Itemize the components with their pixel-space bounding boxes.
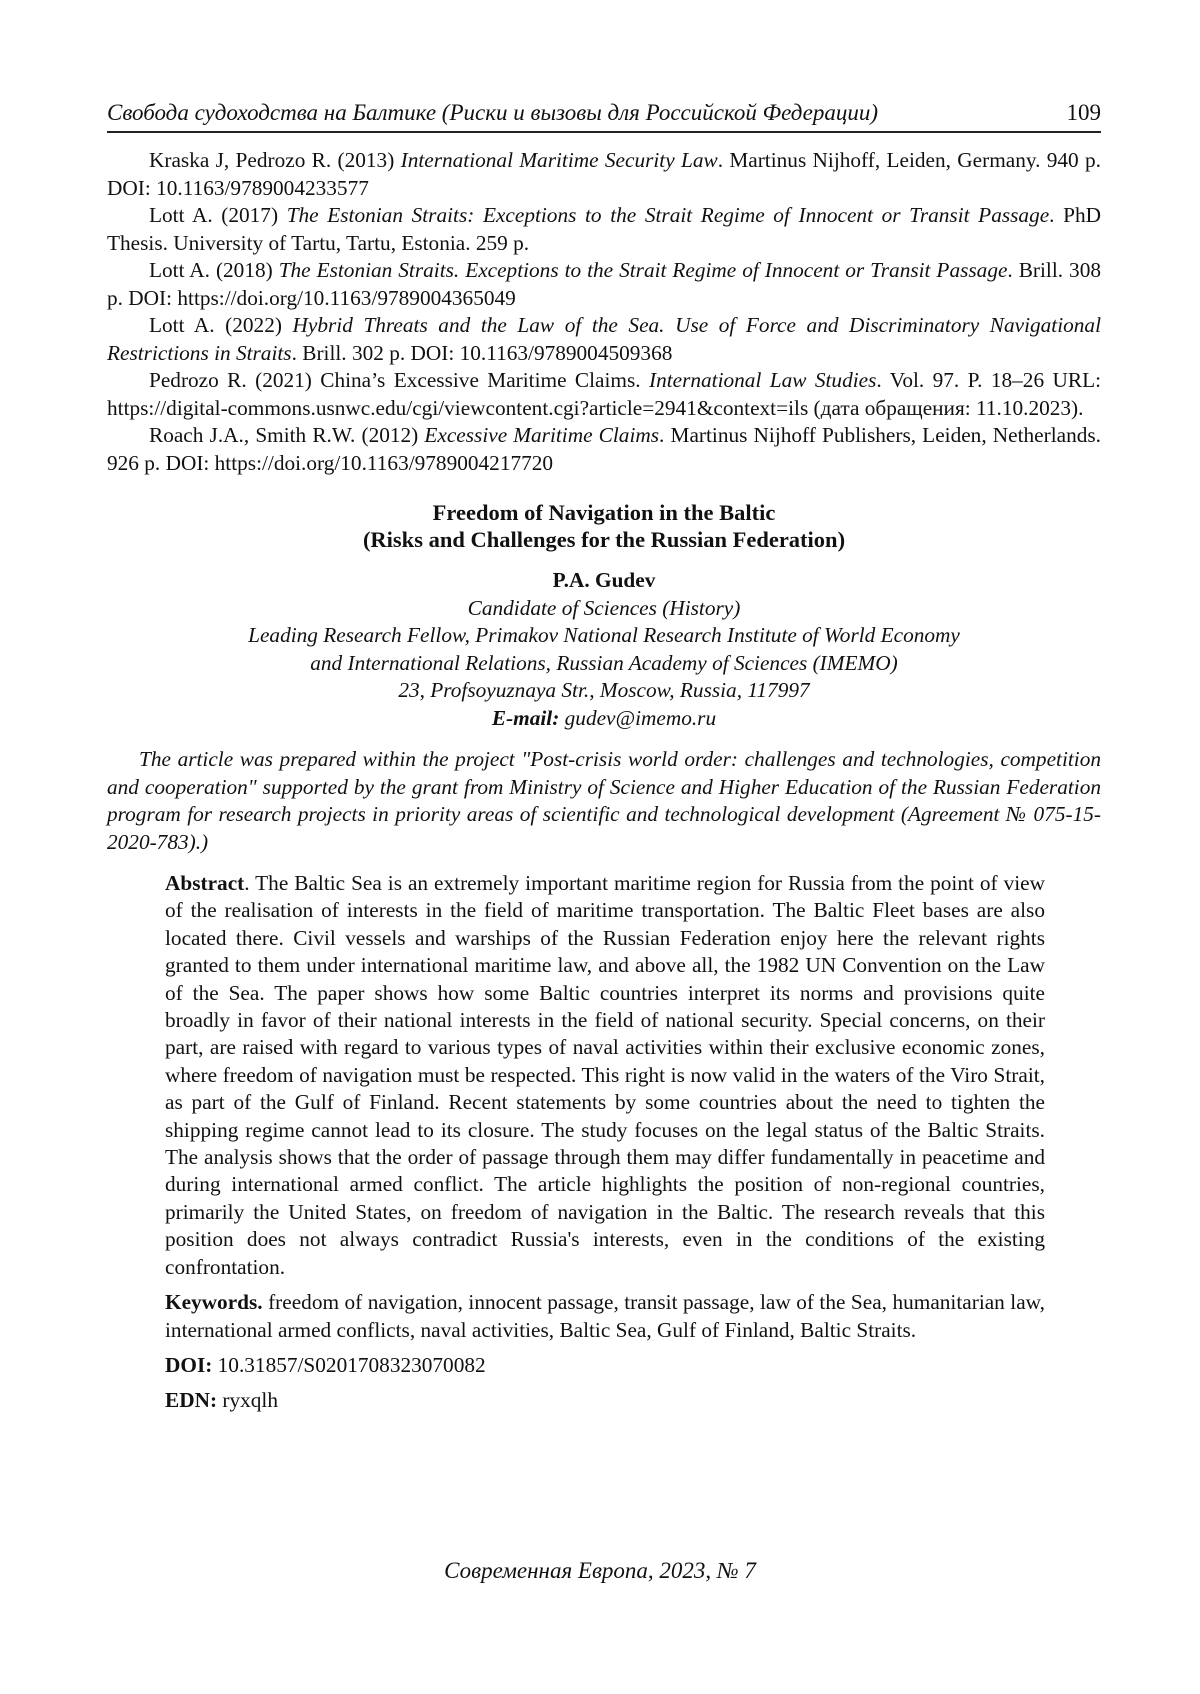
article-title-line1: Freedom of Navigation in the Baltic	[432, 500, 776, 525]
reference-details: . Brill. 308 p. DOI: https://doi.org/10.1163/9789004365049	[107, 258, 1101, 310]
reference-title: Hybrid Threats and the Law of the Sea. Use of Force and Discriminatory Navigational Restrictions in Straits	[107, 313, 1101, 365]
reference-details: . PhD Thesis. University of Tartu, Tartu, Estonia. 259 p.	[107, 203, 1101, 255]
author-degree: Candidate of Sciences (History)	[467, 595, 741, 620]
keywords-label: Keywords.	[165, 1290, 263, 1315]
reference-authors: Roach J.A., Smith R.W. (2012)	[149, 423, 425, 447]
reference-title: The Estonian Straits: Exceptions to the Strait Regime of Innocent or Transit Passage	[286, 203, 1050, 227]
reference-authors: Lott A. (2018)	[149, 258, 279, 282]
reference-title: The Estonian Straits. Exceptions to the Strait Regime of Innocent or Transit Passage	[278, 258, 1008, 282]
keywords-text: freedom of navigation, innocent passage, transit passage, law of the Sea, humanitarian law, international armed conflicts, naval activities, Baltic Sea, Gulf of Finland, Baltic Straits.	[165, 1290, 1045, 1342]
page	[107, 100, 1101, 1415]
author-address: 23, Profsoyuznaya Str., Moscow, Russia, 117997	[398, 678, 810, 702]
running-title: Свобода судоходства на Балтике (Риски и вызовы для Российской Федерации)	[107, 100, 879, 125]
reference-details: . Brill. 302 p. DOI: 10.1163/9789004509368	[291, 340, 673, 365]
reference-authors: Lott A. (2017)	[149, 203, 287, 227]
reference-item	[107, 202, 1101, 257]
author-position-line1: Leading Research Fellow, Primakov National Research Institute of World Economy	[248, 623, 960, 647]
doi-line	[165, 1352, 1045, 1379]
reference-item	[107, 367, 1101, 422]
doi-label: DOI:	[165, 1352, 213, 1377]
article-title-line2: (Risks and Challenges for the Russian Federation)	[362, 527, 846, 552]
email-label: E-mail:	[491, 705, 560, 730]
author-position-line2: and International Relations, Russian Academy of Sciences (IMEMO)	[310, 650, 898, 675]
reference-details: . Vol. 97. P. 18–26 URL: https://digital-commons.usnwc.edu/cgi/viewcontent.cgi?article=2941&context=ils (дата обращения: 11.10.2023).	[107, 368, 1101, 420]
funding-note: The article was prepared within the project "Post-crisis world order: challenges and technologies, competition and cooperation" supported by the grant from Ministry of Science and Higher Education of the Russian Federation program for research projects in priority areas of scientific and technological development (Agreement № 075-15-2020-783).)	[107, 747, 1101, 854]
reference-item	[107, 147, 1101, 202]
keywords-paragraph	[165, 1289, 1045, 1344]
reference-title: International Maritime Security Law	[400, 148, 718, 172]
reference-item	[107, 422, 1101, 477]
article-title	[107, 499, 1101, 553]
running-header	[107, 100, 1101, 133]
reference-item	[107, 257, 1101, 312]
reference-details: . Martinus Nijhoff Publishers, Leiden, Netherlands. 926 p. DOI: https://doi.org/10.1163/9789004217720	[107, 423, 1101, 475]
author-email-line	[107, 705, 1101, 733]
edn-value: ryxqlh	[217, 1388, 278, 1413]
abstract-text: . The Baltic Sea is an extremely important maritime region for Russia from the point of view of the realisation of interests in the field of maritime transportation. The Baltic Fleet bases are also located there. Civil vessels and warships of the Russian Federation enjoy here the relevant rights granted to them under international maritime law, and above all, the 1982 UN Convention on the Law of the Sea. The paper shows how some Baltic countries interpret its norms and provisions quite broadly in favor of their national interests in the field of national security. Special concerns, on their part, are raised with regard to various types of naval activities within their exclusive economic zones, where freedom of navigation must be respected. This right is now valid in the waters of the Viro Strait, as part of the Gulf of Finland. Recent statements by some countries about the need to tighten the shipping regime cannot lead to its closure. The study focuses on the legal status of the Baltic Straits. The analysis shows that the order of passage through them may differ fundamentally in peacetime and during international armed conflict. The article highlights the position of non-regional countries, primarily the United States, on freedom of navigation in the Baltic. The research reveals that this position does not always contradict Russia's interests, even in the conditions of the existing confrontation.	[165, 871, 1045, 1279]
reference-title: International Law Studies	[648, 368, 877, 392]
abstract-section	[165, 870, 1045, 1415]
reference-authors: Lott A. (2022)	[149, 313, 293, 337]
reference-details: . Martinus Nijhoff, Leiden, Germany. 940 p. DOI: 10.1163/9789004233577	[107, 148, 1101, 200]
author-name: P.A. Gudev	[552, 568, 656, 592]
abstract-label: Abstract	[165, 871, 245, 895]
author-block	[107, 567, 1101, 732]
edn-line	[165, 1387, 1045, 1414]
reference-item	[107, 312, 1101, 367]
reference-list	[107, 147, 1101, 477]
email-address[interactable]: gudev@imemo.ru	[564, 705, 717, 730]
abstract-paragraph	[165, 870, 1045, 1281]
page-number: 109	[1066, 100, 1101, 125]
reference-authors: Kraska J, Pedrozo R. (2013)	[149, 148, 401, 172]
reference-title: Excessive Maritime Claims	[424, 423, 660, 447]
journal-footer: Современная Европа, 2023, № 7	[444, 1558, 756, 1583]
doi-value[interactable]: 10.31857/S0201708323070082	[212, 1352, 486, 1377]
reference-authors: Pedrozo R. (2021) China’s Excessive Maritime Claims.	[149, 368, 649, 392]
edn-label: EDN:	[165, 1388, 218, 1413]
